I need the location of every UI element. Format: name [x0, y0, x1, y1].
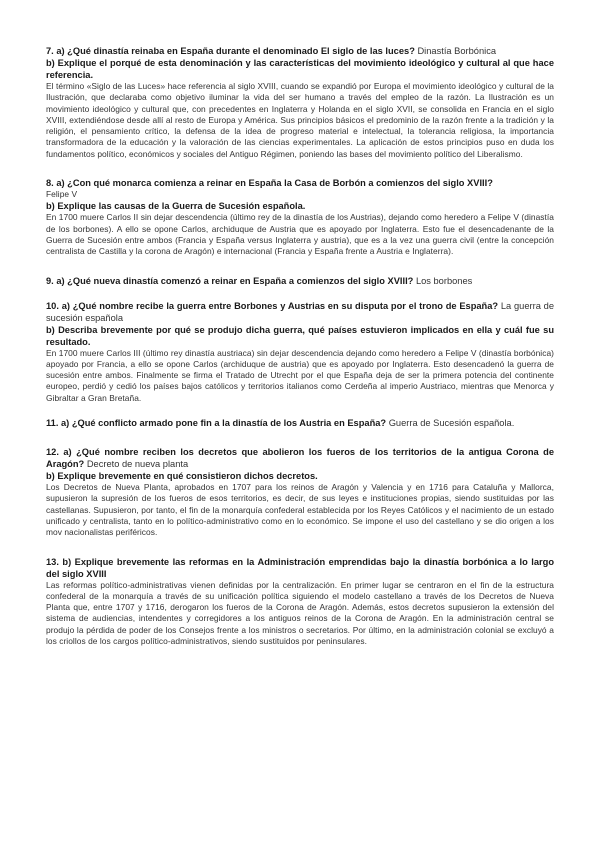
answer-9a: Los borbones: [415, 275, 473, 286]
question-10b-text: b) Describa brevemente por qué se produjo dicha guerra, qué países estuvieron implicados en ella y cuál fue su resultado.: [46, 324, 554, 347]
question-10a: [46, 300, 554, 324]
question-7a-text: 7. a) ¿Qué dinastía reinaba en España durante el denominado El siglo de las luces?: [46, 46, 415, 56]
question-12a: [46, 446, 554, 470]
answer-13b: Las reformas político-administrativas vienen definidas por la centralización. En primer lugar se centraron en el fin de la estructura confederal de la monarquía a través de su unificación política siguiendo el modelo castellano a través de los Decretos de Nueva Planta que, entre 1707 y 1716, derogaron los fueros de la Corona de Aragón. Además, estos decretos supusieron la extensión del sistema de audiencias, intendentes y corregidores a los antiguos reinos de la Corona de Aragón. En la administración central se produjo la pérdida de poder de los Consejos frente a los ministros o secretarios. Por último, en la administración colonial se excluyó a los criollos de los cargos político-administrativos, siendo sustituidos por peninsulares.: [46, 579, 554, 647]
question-9a: [46, 275, 554, 287]
question-9: [46, 275, 554, 287]
document-page: [46, 45, 554, 647]
question-7b-text: b) Explique el porqué de esta denominación y las características del movimiento ideológico y cultural al que hace referencia.: [46, 58, 554, 80]
answer-7a: Dinastía Borbónica: [417, 46, 497, 56]
question-8: [46, 177, 554, 257]
question-13: [46, 556, 554, 648]
question-10a-text: 10. a) ¿Qué nombre recibe la guerra entre Borbones y Austrias en su disputa por el trono de España?: [46, 300, 499, 311]
question-9a-text: 9. a) ¿Qué nueva dinastía comenzó a reinar en España a comienzos del siglo XVIII?: [46, 275, 414, 286]
question-7a: [46, 45, 554, 57]
answer-8b: En 1700 muere Carlos II sin dejar descendencia (último rey de la dinastía de los Austrias), dejando como heredero a Felipe V (dinastía de los borbones). A ello se opone Carlos, archiduque de Austria que es apoyado por Inglaterra. Esto fue el desencadenante de la Guerra de Sucesión entre ambos (Francia y España versus Inglaterra y austria), que es a la vez una guerra civil (entre la concepción centralista de Castilla y la corona de Aragón) e internacional (Francia y España frente a Austria e Inglaterra).: [46, 212, 554, 257]
question-8b-text: b) Explique las causas de la Guerra de Sucesión española.: [46, 201, 306, 212]
question-12: [46, 446, 554, 538]
question-11a-text: 11. a) ¿Qué conflicto armado pone fin a la dinastía de los Austria en España?: [46, 418, 387, 429]
answer-7b: El término «Siglo de las Luces» hace referencia al siglo XVIII, cuando se expandió por Europa el movimiento ideológico y cultural de la Ilustración, que declaraba como objetivo iluminar la vida del ser humano a través del empleo de la razón. La Ilustración es un movimiento ideológico y cultural que, con precedentes en Inglaterra y Holanda en el siglo XVII, se consolida en Francia en el siglo XVIII, extendiéndose desde allí al resto de Europa y América. Sus principios básicos el predominio de la razón frente a la tradición y la religión, el pensamiento crítico, la defensa de la idea de progreso material e intelectual, la tolerancia religiosa, la importancia transformadora de la educación y la valoración de las ciencias experimentales. La aplicación de estos principios puso en duda los fundamentos político, económicos y sociales del Antiguo Régimen, poniendo las bases del movimiento político del Liberalismo.: [46, 81, 554, 159]
question-12a-text: 12. a) ¿Qué nombre reciben los decretos que abolieron los fueros de los territorios de la antigua Corona de Aragón?: [46, 447, 554, 470]
question-7: [46, 45, 554, 160]
question-8a: [46, 177, 554, 189]
answer-10a: La guerra de sucesión española: [46, 300, 554, 323]
answer-11a: Guerra de Sucesión española.: [388, 418, 515, 429]
question-13b-text: 13. b) Explique brevemente las reformas en la Administración emprendidas bajo la dinastía borbónica a lo largo del siglo XVIII: [46, 556, 554, 579]
answer-12b: Los Decretos de Nueva Planta, aprobados en 1707 para los reinos de Aragón y Valencia y en 1716 para Cataluña y Mallorca, supusieron la supresión de los fueros de esos territorios, es decir, de sus leyes e instituciones propias, siendo sustituidas por las castellanas. Supusieron, por tanto, el fin de la monarquía confederal establecida por los Reyes Católicos y el nacimiento de un estado unificado y centralista, tanto en lo político-administrativo como en lo económico. Se impone el uso del castellano y se dio origen a los mov nacionalistas periféricos.: [46, 482, 554, 538]
answer-10b: En 1700 muere Carlos III (último rey dinastía austriaca) sin dejar descendencia dejando como heredero a Felipe V (dinastía borbónica) apoyado por Francia, a ello se opone Carlos (archiduque de austria) que es apoyado por Inglaterra. Esto desencadenó la guerra de sucesión entre ambos. Finalmente se firma el Tratado de Utrecht por el que España deja de ser la primera potencia del continente europeo, perdió y cedió los países bajos católicos y territorios italianos como Cerdeña al imperio Austriaco, mientras que Menorca y Gibraltar a Gran Bretaña.: [46, 347, 554, 403]
question-10: [46, 300, 554, 404]
question-11: [46, 417, 554, 429]
answer-12a: Decreto de nueva planta: [86, 459, 189, 470]
question-8a-text: 8. a) ¿Con qué monarca comienza a reinar en España la Casa de Borbón a comienzos del siglo XVIII?: [46, 178, 493, 189]
question-11a: [46, 417, 554, 429]
answer-8a: Felipe V: [46, 189, 78, 200]
question-12b-text: b) Explique brevemente en qué consistieron dichos decretos.: [46, 471, 318, 482]
